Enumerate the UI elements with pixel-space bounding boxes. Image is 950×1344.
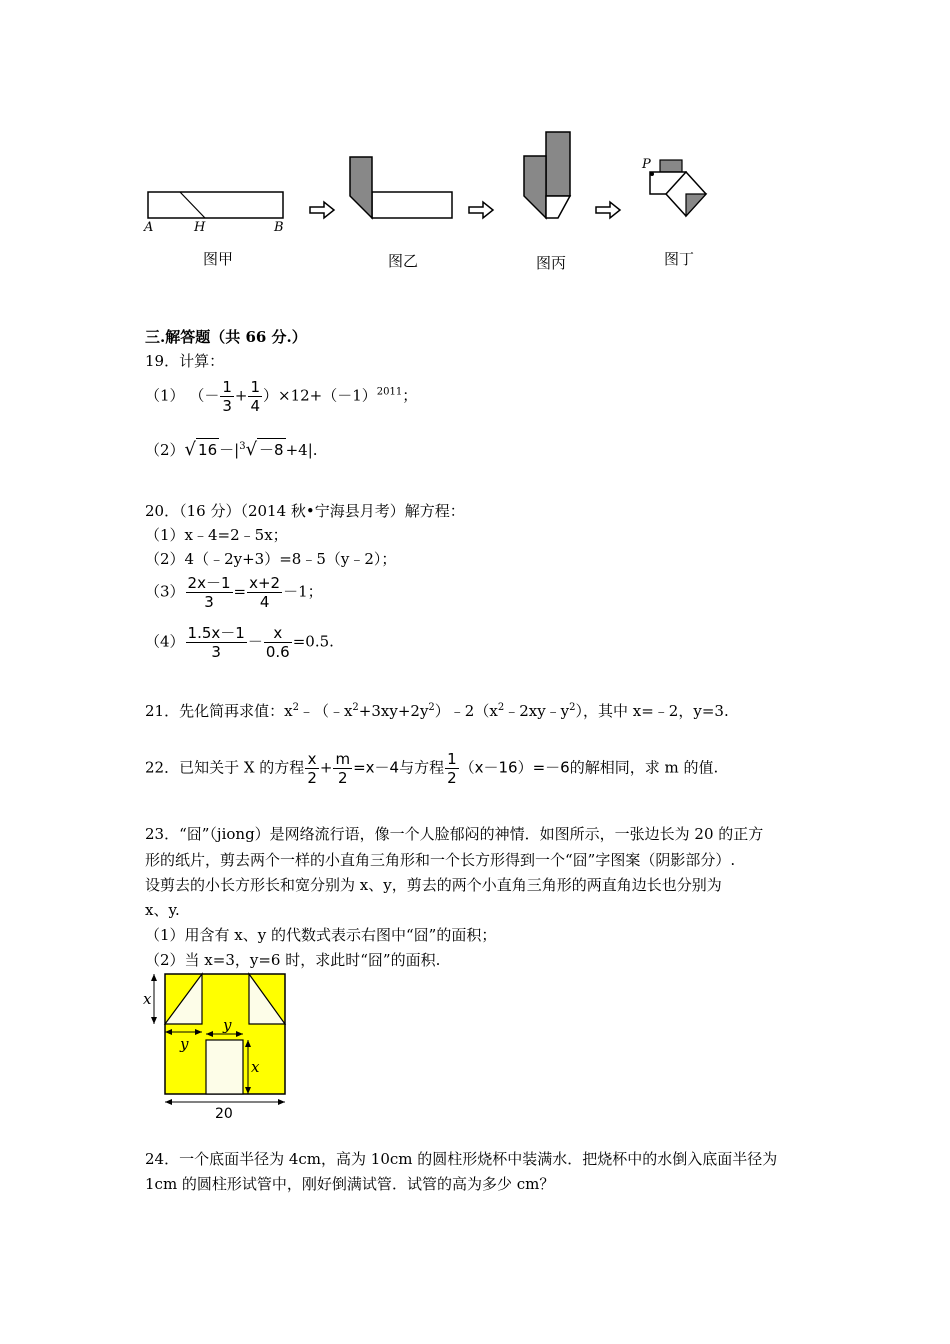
fraction (220, 378, 234, 415)
q19-p1-label: （1） (145, 386, 185, 405)
q22-text-e: 的解相同，求 m 的值. (569, 758, 719, 777)
q23-part1: （1）用含有 x、y 的代数式表示右图中“囧”的面积； (145, 926, 497, 944)
fraction (305, 750, 319, 787)
q22 (145, 750, 718, 787)
sqrt-icon: √ (184, 439, 197, 460)
jiong-figure (138, 970, 298, 1120)
exponent: 2 (497, 702, 505, 713)
q24-line1: 24．一个底面半径为 4cm，高为 10cm 的圆柱形烧杯中装满水．把烧杯中的水倒入底面半径为 (145, 1150, 778, 1168)
q20-p4-end: =0.5. (292, 632, 334, 651)
figure-ding (650, 160, 706, 216)
q21-text-a: 21．先化简再求值：x (145, 702, 293, 720)
fraction-denominator: 3 (204, 593, 214, 611)
fraction (186, 574, 233, 611)
fraction-numerator: x+2 (249, 574, 281, 592)
q19-p2-label: （2） (145, 441, 185, 459)
q20-p4-label: （4） (145, 632, 185, 651)
q19-p2-minus: －| (219, 441, 240, 459)
q23-line4: x、y. (145, 901, 180, 919)
q19-part1 (145, 378, 417, 415)
q21-text-f: ），其中 x=﹣2，y=3. (575, 702, 729, 720)
q21 (145, 700, 729, 722)
fraction-denominator: 2 (307, 769, 317, 787)
fraction-numerator: 2x－1 (187, 574, 231, 592)
q20-head: 20．（16 分）（2014 秋•宁海县月考）解方程： (145, 502, 465, 520)
point-a-label: A (144, 220, 154, 235)
cbrt-icon: √ (245, 439, 258, 460)
fraction-denominator: 3 (222, 397, 232, 415)
fraction-denominator: 2 (337, 769, 348, 787)
fraction (186, 624, 247, 661)
fraction-denominator: 4 (250, 397, 261, 415)
dim-x-rect: x (251, 1058, 260, 1076)
section-title: 三.解答题（共 66 分.） (145, 328, 307, 346)
q24-line2: 1cm 的圆柱形试管中，刚好倒满试管．试管的高为多少 cm？ (145, 1175, 555, 1193)
q20-part3 (145, 574, 323, 611)
q19-p1-rest: ）×12+（－1） (263, 386, 377, 405)
fraction-numerator: x (305, 750, 319, 769)
dim-y-rect: y (223, 1016, 232, 1034)
arrow-2-icon (469, 202, 493, 218)
plus-sign: + (234, 386, 248, 405)
figure-bing (524, 132, 570, 218)
fraction-numerator: m (335, 750, 351, 768)
q21-text-e: ﹣2xy﹣y (504, 702, 570, 720)
figure-jia-caption: 图甲 (203, 250, 234, 268)
q20-p3-end: －1； (283, 582, 323, 601)
exponent: 2 (569, 702, 576, 713)
fraction (247, 574, 282, 611)
dim-side: 20 (215, 1106, 233, 1122)
fraction-numerator: 1 (250, 378, 261, 396)
q20-part1: （1）x﹣4=2﹣5x； (145, 526, 288, 544)
equals-sign: = (233, 582, 247, 601)
fraction-denominator: 4 (259, 593, 270, 611)
q20-part2: （2）4（﹣2y+3）=8﹣5（y﹣2）； (145, 550, 397, 568)
point-p-label: P (642, 157, 651, 172)
q19-part2 (145, 438, 318, 461)
fraction-denominator: 2 (447, 769, 457, 787)
exponent: 2 (292, 702, 299, 713)
root-index: 3 (239, 441, 246, 452)
q22-text-d: （x－16）=－6 (459, 758, 570, 777)
exponent: 2011 (376, 386, 403, 398)
cbrt-radicand: －8 (257, 438, 286, 461)
minus-sign: － (247, 632, 263, 651)
cut-rectangle (206, 1040, 243, 1094)
point-b-label: B (274, 220, 284, 235)
fraction-numerator: 1 (447, 750, 457, 768)
q21-text-c: +3xy+2y (358, 702, 429, 720)
dim-y-left: y (180, 1035, 189, 1053)
fraction (333, 750, 352, 787)
q21-text-b: ﹣（﹣x (298, 702, 353, 720)
figure-yi-caption: 图乙 (388, 252, 419, 270)
arrow-1-icon (310, 202, 334, 218)
q20-p3-label: （3） (145, 582, 185, 601)
q23-line1: 23．“囧”（jiong）是网络流行语，像一个人脸郁闷的神情．如图所示，一张边长为 20 的正方 (145, 825, 764, 843)
fraction-denominator: 3 (211, 643, 221, 661)
figure-bing-caption: 图丙 (536, 254, 567, 272)
fraction (248, 378, 262, 415)
fraction (264, 624, 292, 661)
fraction-numerator: x (264, 624, 292, 643)
q19-p1-open: （－ (189, 386, 220, 405)
dim-x-left: x (143, 990, 152, 1008)
q22-text-a: 22．已知关于 X 的方程 (145, 758, 305, 777)
q19-p2-end: +4|. (285, 441, 318, 459)
fraction-numerator: 1.5x－1 (187, 624, 245, 642)
figure-jia (148, 192, 283, 218)
figure-yi (350, 157, 452, 218)
q22-text-b: =x－4 (353, 758, 400, 777)
q19-head: 19．计算： (145, 352, 225, 370)
sqrt-radicand: 16 (196, 438, 219, 461)
q23-line2: 形的纸片，剪去两个一样的小直角三角形和一个长方形得到一个“囧”字图案（阴影部分）. (145, 851, 736, 869)
figure-ding-caption: 图丁 (664, 250, 695, 268)
arrow-3-icon (596, 202, 620, 218)
q19-p1-end: ； (402, 386, 418, 405)
exponent: 2 (428, 702, 435, 713)
q21-text-d: ）﹣2（x (434, 702, 498, 720)
q23-part2: （2）当 x=3，y=6 时，求此时“囧”的面积. (145, 951, 441, 969)
point-h-label: H (194, 220, 206, 235)
q23-line3: 设剪去的小长方形长和宽分别为 x、y，剪去的两个小直角三角形的两直角边长也分别为 (145, 876, 722, 894)
exponent: 2 (352, 702, 359, 713)
q22-text-c: 与方程 (399, 758, 445, 777)
q20-part4 (145, 624, 334, 661)
fraction (445, 750, 459, 787)
fraction-denominator: 0.6 (265, 643, 290, 661)
fraction-numerator: 1 (222, 378, 232, 396)
plus-sign: + (319, 758, 333, 777)
